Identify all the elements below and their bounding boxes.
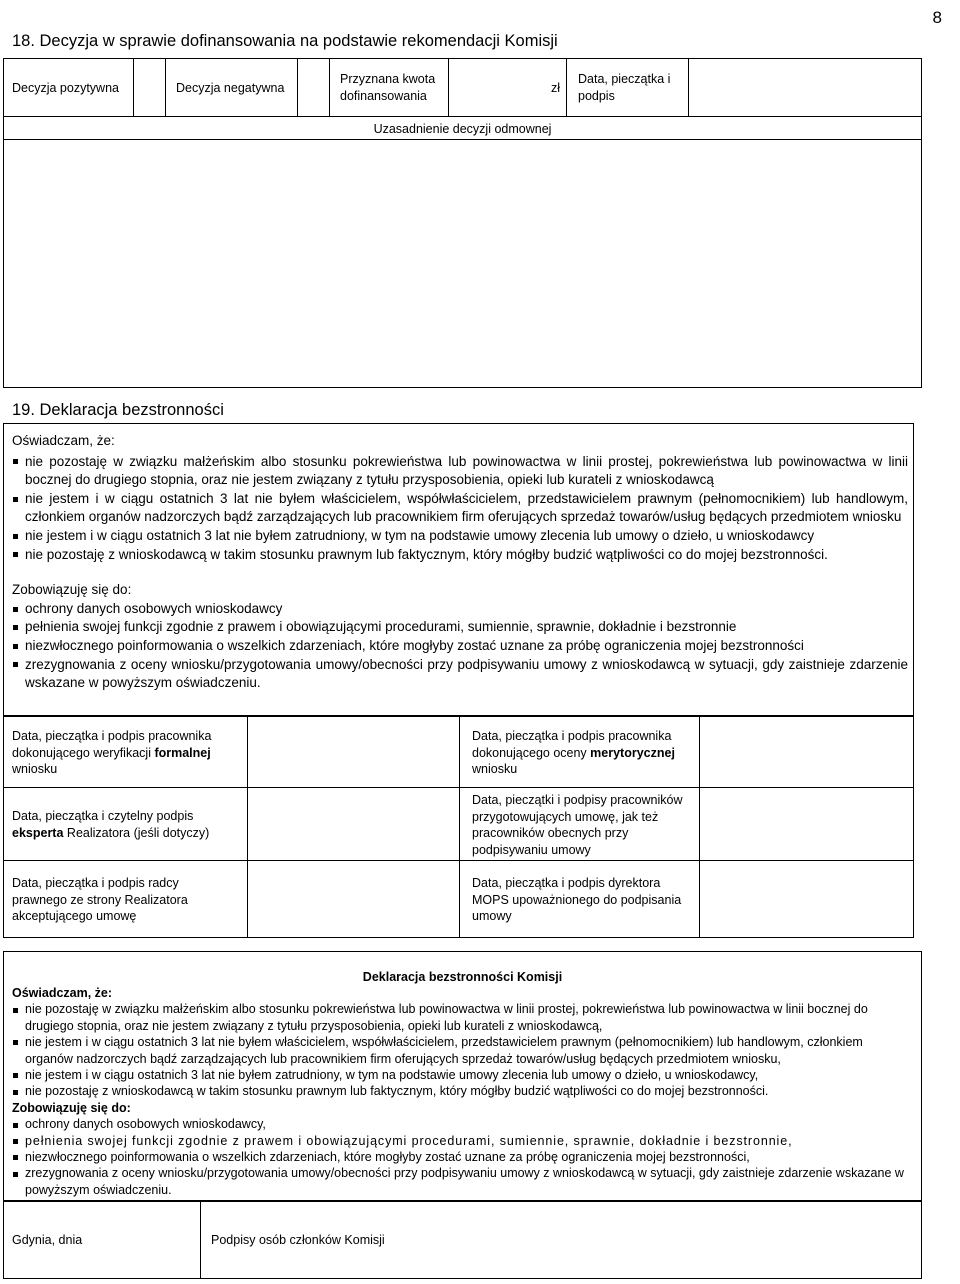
page-number: 8 — [932, 8, 942, 27]
contract-preparers-signature-field[interactable] — [700, 788, 913, 860]
commission-commit-item: zrezygnowania z oceny wniosku/przygotowania umowy/obecności przy podpisywaniu umowy z wnioskodawcą w sytuacji, gdy zaistnieje zdarzenie wskazane w powyższym oświadczeniu. — [12, 1165, 912, 1198]
decision-negative-label: Decyzja negatywna — [176, 81, 285, 95]
justification-label: Uzasadnienie decyzji odmownej — [373, 122, 552, 136]
currency-label: zł — [551, 81, 561, 95]
declare-item: nie jestem i w ciągu ostatnich 3 lat nie byłem zatrudniony, w tym na podstawie umowy zlecenia lub umowy o dzieło, u wnioskodawcy — [12, 527, 908, 546]
declare-heading: Oświadczam, że: — [12, 433, 115, 448]
place-date-label: Gdynia, dnia — [12, 1233, 83, 1247]
commission-signatures-label: Podpisy osób członków Komisji — [211, 1233, 385, 1247]
commission-declare-item: nie jestem i w ciągu ostatnich 3 lat nie byłem właścicielem, współwłaścicielem, przedstawicielem prawnym (pełnomocnikiem) lub handlowym, członkiem organów nadzorczych bądź zarządzających lub pracownikiem firm oferujących sprzedaż towarów/usług będących przedmiotem wniosku, — [12, 1034, 912, 1067]
amount-field[interactable] — [449, 59, 544, 116]
contract-preparers-label: Data, pieczątki i podpisy pracowników przygotowujących umowę, jak też pracowników obecnych przy podpisywaniu umowy — [472, 793, 683, 857]
substantive-evaluation-label: Data, pieczątka i podpis pracownika dokonującego oceny merytorycznej wniosku — [472, 729, 675, 776]
expert-label: Data, pieczątka i czytelny podpis eksperta Realizatora (jeśli dotyczy) — [12, 809, 210, 840]
commit-item: pełnienia swojej funkcji zgodnie z prawem i obowiązującymi procedurami, sumiennie, sprawnie, dokładnie i bezstronnie — [12, 618, 908, 637]
commission-declare-item: nie pozostaję w związku małżeńskim albo stosunku pokrewieństwa lub powinowactwa w linii prostej, pokrewieństwa lub powinowactwa w linii bocznej do drugiego stopnia, oraz nie jestem związany z tytułu przysposobienia, opieki lub kurateli z wnioskodawcą, — [12, 1001, 912, 1034]
declare-item: nie jestem i w ciągu ostatnich 3 lat nie byłem właścicielem, współwłaścicielem, przedstawicielem prawnym (pełnomocnikiem) lub handlowym, członkiem organów nadzorczych bądź zarządzających lub pracownikiem firm oferujących sprzedaż towarów/usług będących przedmiotem wniosku — [12, 490, 908, 527]
section-18-title: 18. Decyzja w sprawie dofinansowania na podstawie rekomendacji Komisji — [12, 32, 558, 50]
commission-signatures-field[interactable] — [400, 1202, 921, 1278]
commit-item: ochrony danych osobowych wnioskodawcy — [12, 600, 908, 619]
commit-list — [12, 600, 908, 693]
commission-declare-item: nie pozostaję z wnioskodawcą w takim stosunku prawnym lub faktycznym, który mógłby budzić wątpliwości co do mojej bezstronności. — [12, 1083, 912, 1099]
commit-item: zrezygnowania z oceny wniosku/przygotowania umowy/obecności przy podpisywaniu umowy z wnioskodawcą w sytuacji, gdy zaistnieje zdarzenie wskazane w powyższym oświadczeniu. — [12, 656, 908, 693]
decision-negative-checkbox[interactable] — [298, 59, 329, 116]
director-signature-field[interactable] — [700, 861, 913, 937]
commit-heading: Zobowiązuję się do: — [12, 582, 132, 598]
expert-signature-field[interactable] — [248, 788, 459, 860]
declare-list — [12, 453, 908, 565]
commission-commit-list — [12, 1116, 912, 1198]
declare-item: nie pozostaję w związku małżeńskim albo stosunku pokrewieństwa lub powinowactwa w linii prostej, pokrewieństwa lub powinowactwa w linii bocznej do drugiego stopnia, oraz nie jestem związany z tytułu przysposobienia, opieki lub kurateli z wnioskodawcą — [12, 453, 908, 490]
date-stamp-label: Data, pieczątka i podpis — [578, 72, 671, 103]
amount-label: Przyznana kwota dofinansowania — [340, 72, 436, 103]
decision-positive-label: Decyzja pozytywna — [12, 81, 119, 95]
place-date-field[interactable] — [4, 1202, 200, 1278]
justification-field[interactable] — [4, 140, 921, 387]
director-label: Data, pieczątka i podpis dyrektora MOPS upoważnionego do podpisania umowy — [472, 876, 682, 923]
commission-commit-item: pełnienia swojej funkcji zgodnie z prawem i obowiązującymi procedurami, sumiennie, sprawnie, dokładnie i bezstronnie, — [12, 1133, 912, 1149]
commission-declare-heading: Oświadczam, że: — [12, 986, 113, 1000]
commission-declare-item: nie jestem i w ciągu ostatnich 3 lat nie byłem zatrudniony, w tym na podstawie umowy zlecenia lub umowy o dzieło, u wnioskodawcy, — [12, 1067, 912, 1083]
commission-title: Deklaracja bezstronności Komisji — [362, 970, 563, 984]
date-stamp-signature-field[interactable] — [689, 59, 921, 116]
formal-verification-signature-field[interactable] — [248, 717, 459, 787]
commission-commit-item: niezwłocznego poinformowania o wszelkich zdarzeniach, które mogłyby zostać uznane za próbę ograniczenia mojej bezstronności, — [12, 1149, 912, 1165]
declare-item: nie pozostaję z wnioskodawcą w takim stosunku prawnym lub faktycznym, który mógłby budzić wątpliwości co do mojej bezstronności. — [12, 546, 908, 565]
legal-advisor-signature-field[interactable] — [248, 861, 459, 937]
formal-verification-label: Data, pieczątka i podpis pracownika dokonującego weryfikacji formalnej wniosku — [12, 729, 212, 776]
commission-commit-heading: Zobowiązuję się do: — [12, 1100, 131, 1115]
section-19-title: 19. Deklaracja bezstronności — [12, 401, 224, 419]
substantive-evaluation-signature-field[interactable] — [700, 717, 913, 787]
commit-item: niezwłocznego poinformowania o wszelkich zdarzeniach, które mogłyby zostać uznane za próbę ograniczenia mojej bezstronności — [12, 637, 908, 656]
decision-positive-checkbox[interactable] — [134, 59, 165, 116]
commission-commit-item: ochrony danych osobowych wnioskodawcy, — [12, 1116, 912, 1132]
legal-advisor-label: Data, pieczątka i podpis radcy prawnego ze strony Realizatora akceptującego umowę — [12, 876, 188, 923]
commission-declare-list — [12, 1001, 912, 1099]
